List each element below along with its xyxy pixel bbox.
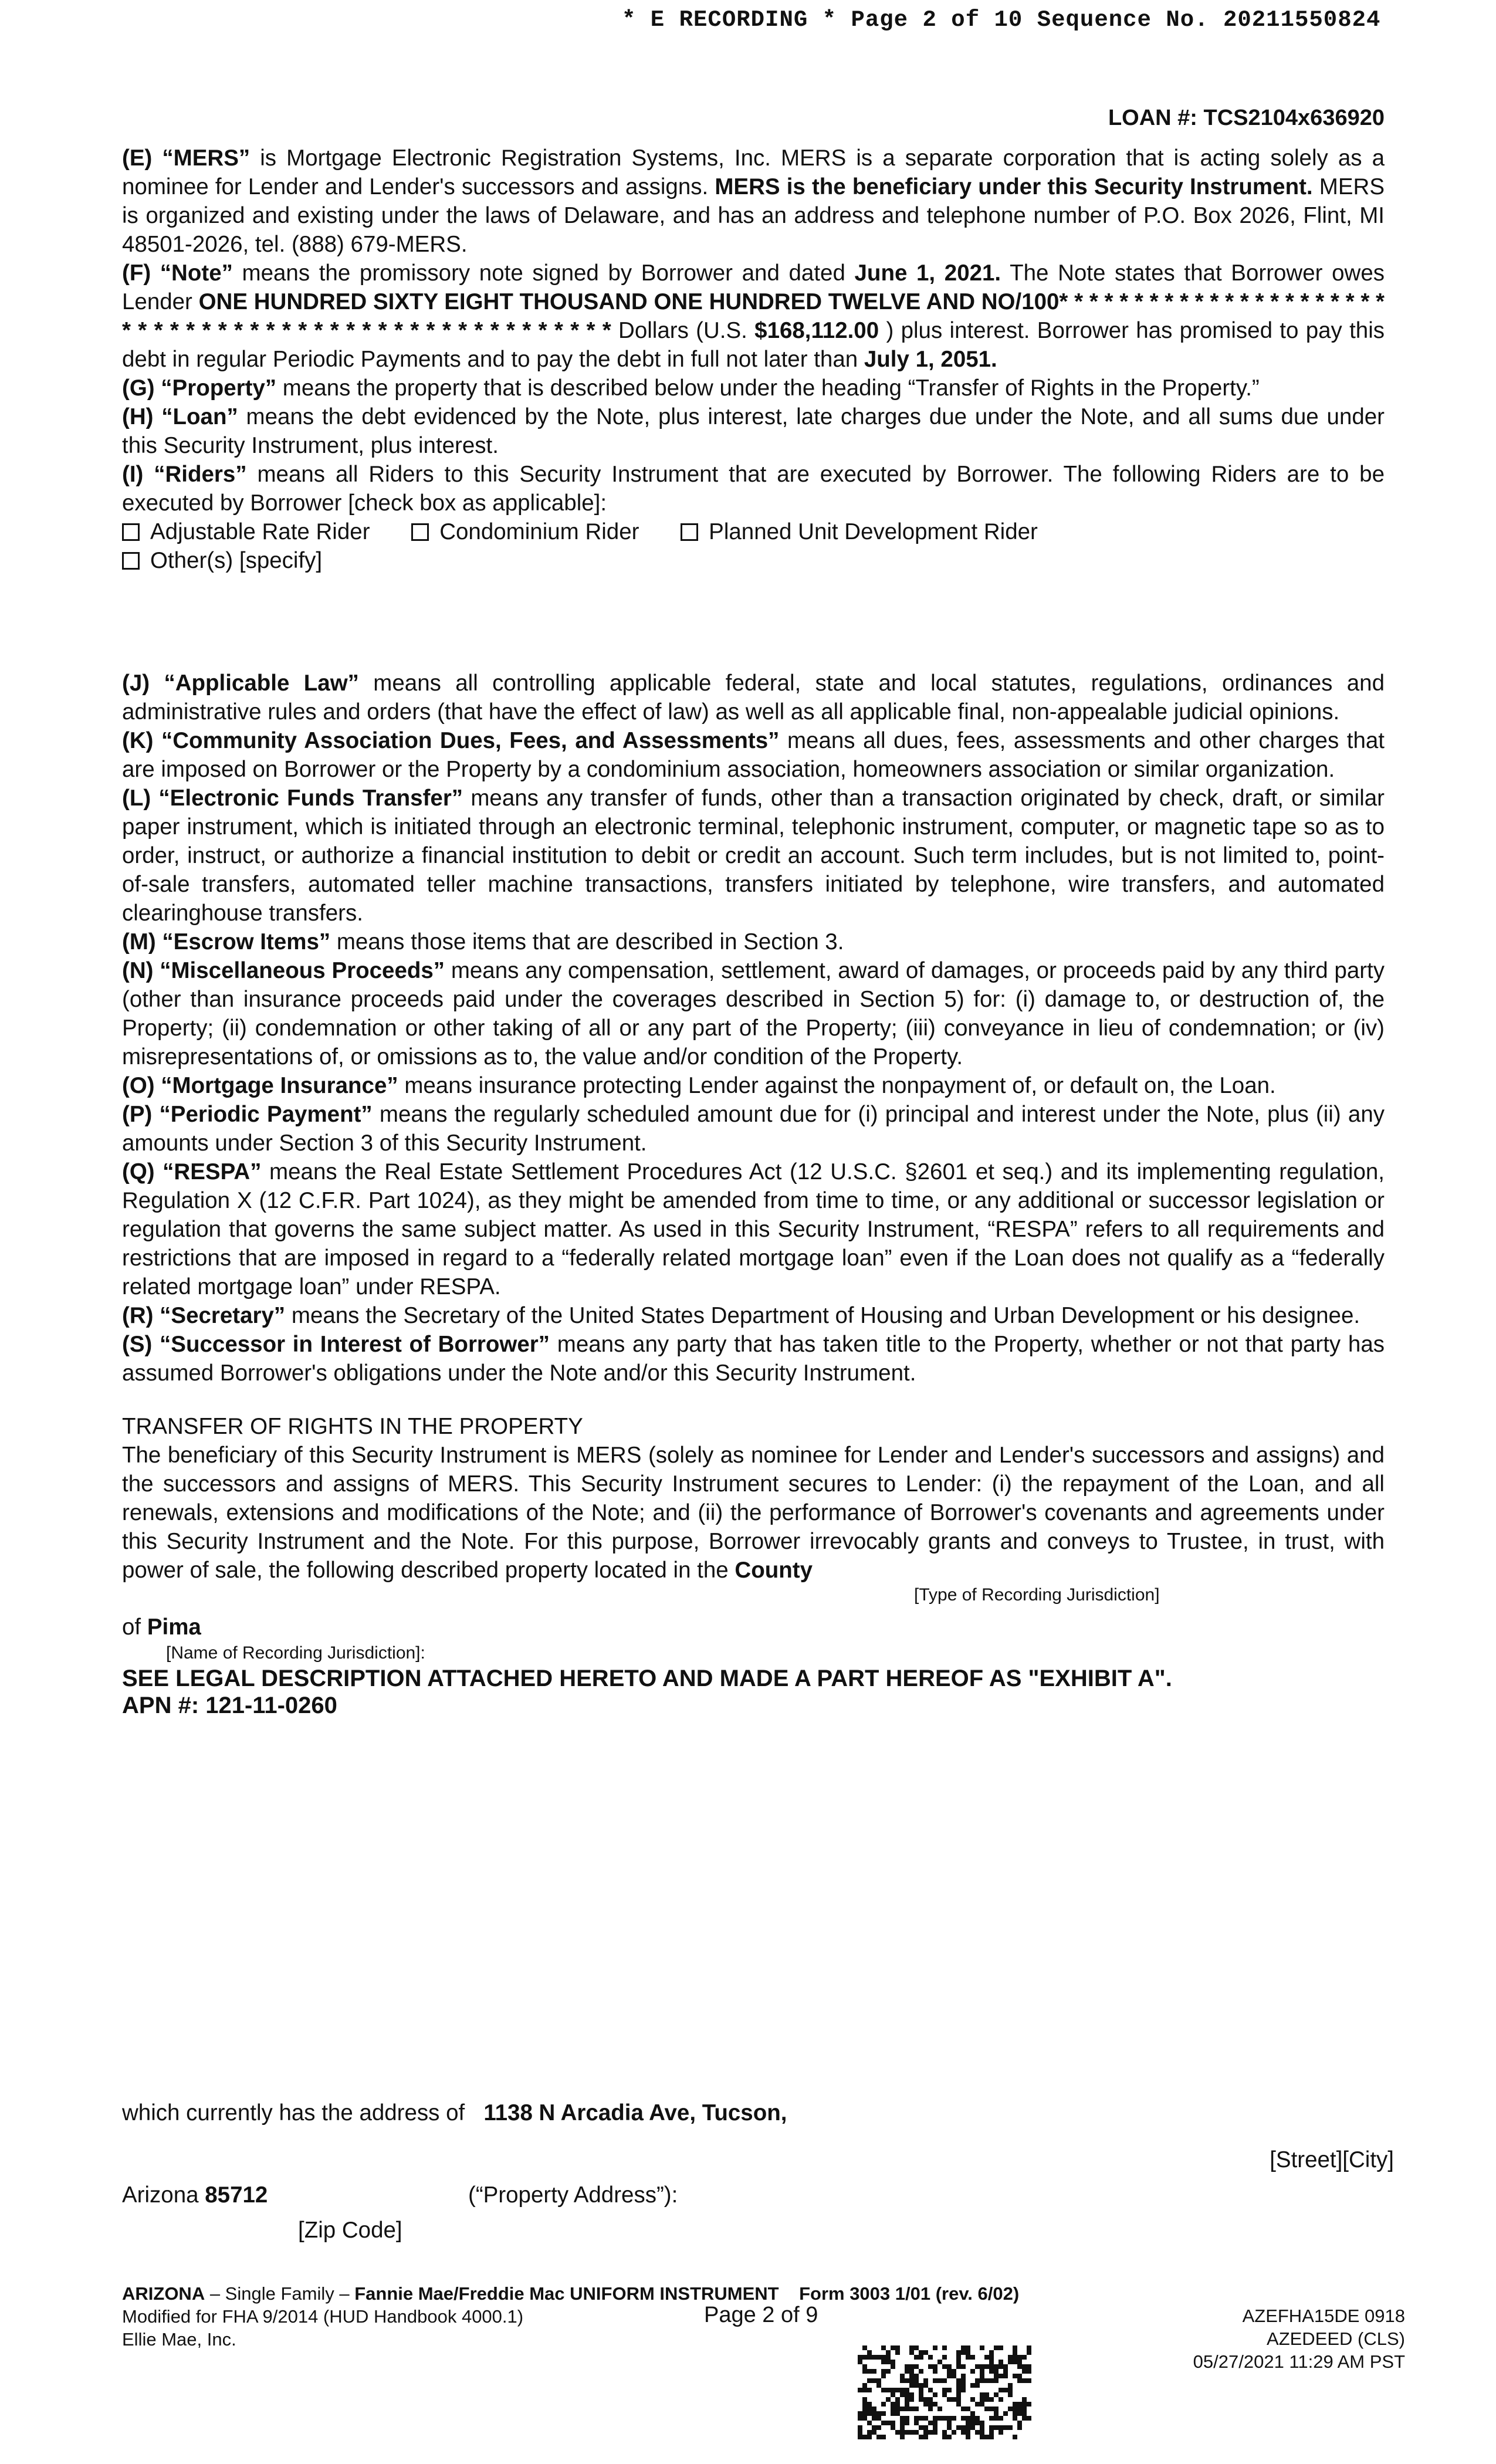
recording-header: * E RECORDING * Page 2 of 10 Sequence No. 20211550824 bbox=[622, 7, 1381, 33]
transfer-heading: TRANSFER OF RIGHTS IN THE PROPERTY bbox=[122, 1414, 583, 1439]
form-footer bbox=[122, 2282, 1019, 2351]
section-e: (E) “MERS” is Mortgage Electronic Registration Systems, Inc. MERS is a separate corporation that is acting solely as a nominee for Lender and Lender's successors and assigns. MERS is the beneficiary under this Security Instrument. MERS is organized and existing under the laws of Delaware, and has an address and telephone number of P.O. Box 2026, Flint, MI 48501-2026, tel. (888) 679-MERS. bbox=[122, 145, 1385, 257]
section-j: (J) “Applicable Law” means all controlling applicable federal, state and local statutes, regulations, ordinances and administrative rules and orders (that have the effect of law) as well as all applicable final, non-appealable judicial opinions. bbox=[122, 671, 1385, 725]
form-code-1: AZEFHA15DE 0918 bbox=[1242, 2306, 1405, 2326]
rider-condominium[interactable]: Condominium Rider bbox=[411, 517, 639, 546]
section-p: (P) “Periodic Payment” means the regularly scheduled amount due for (i) principal and interest under the Note, plus (ii) any amounts under Section 3 of this Security Instrument. bbox=[122, 1102, 1385, 1156]
section-n: (N) “Miscellaneous Proceeds” means any compensation, settlement, award of damages, or proceeds paid by any third party (other than insurance proceeds paid under the coverages described in Section 5) for: (i) damage to, or destruction of, the Property; (ii) condemnation or other taking of all or any part of the Property; (iii) conveyance in lieu of condemnation; or (iv) misrepresentations of, or omissions as to, the value and/or condition of the Property. bbox=[122, 958, 1385, 1069]
section-q: (Q) “RESPA” means the Real Estate Settlement Procedures Act (12 U.S.C. §2601 et seq.) and its implementing regulation, Regulation X (12 C.F.R. Part 1024), as they might be amended from time to time, or any additional or successor legislation or regulation that governs the same subject matter. As used in this Security Instrument, “RESPA” refers to all requirements and restrictions that are imposed in regard to a “federally related mortgage loan” even if the Loan does not qualify as a “federally related mortgage loan” under RESPA. bbox=[122, 1159, 1385, 1299]
rider-other[interactable]: Other(s) [specify] bbox=[122, 546, 322, 575]
zip-code-label: [Zip Code] bbox=[298, 2218, 402, 2243]
footer-line2: Modified for FHA 9/2014 (HUD Handbook 4000.1) bbox=[122, 2306, 524, 2327]
riders-list bbox=[122, 517, 1385, 575]
checkbox-icon[interactable] bbox=[122, 523, 140, 541]
barcode-icon bbox=[858, 2345, 1031, 2439]
apn-number: APN #: 121-11-0260 bbox=[122, 1693, 337, 1718]
page-number: Page 2 of 9 bbox=[704, 2303, 818, 2327]
section-s: (S) “Successor in Interest of Borrower” means any party that has taken title to the Property, whether or not that party has assumed Borrower's obligations under the Note and/or this Security Instrument. bbox=[122, 1332, 1385, 1386]
state-zip-line: Arizona 85712 (“Property Address”): bbox=[122, 2182, 678, 2208]
checkbox-icon[interactable] bbox=[122, 552, 140, 570]
legal-description: SEE LEGAL DESCRIPTION ATTACHED HERETO AND MADE A PART HEREOF AS "EXHIBIT A". bbox=[122, 1666, 1172, 1691]
property-address-label: (“Property Address”): bbox=[468, 2182, 678, 2208]
loan-value: TCS2104x636920 bbox=[1203, 106, 1385, 130]
footer-line3: Ellie Mae, Inc. bbox=[122, 2329, 236, 2350]
form-code-2: AZEDEED (CLS) bbox=[1267, 2328, 1405, 2349]
transfer-text: The beneficiary of this Security Instrument is MERS (solely as nominee for Lender and Lender's successors and assigns) and the successors and assigns of MERS. This Security Instrument secures to Lender: (i) the repayment of the Loan, and all renewals, extensions and modifications of the Note; and (ii) the performance of Borrower's covenants and agreements under this Security Instrument and the Note. For this purpose, Borrower irrevocably grants and conveys to Trustee, in trust, with power of sale, the following described property located in the County bbox=[122, 1443, 1385, 1583]
rider-adjustable[interactable]: Adjustable Rate Rider bbox=[122, 517, 370, 546]
checkbox-icon[interactable] bbox=[411, 523, 429, 541]
section-o: (O) “Mortgage Insurance” means insurance protecting Lender against the nonpayment of, or default on, the Loan. bbox=[122, 1073, 1276, 1098]
street-city-label: [Street][City] bbox=[1270, 2147, 1394, 2172]
section-m: (M) “Escrow Items” means those items that are described in Section 3. bbox=[122, 929, 844, 955]
jurisdiction-line: of Pima bbox=[122, 1615, 201, 1640]
section-f: (F) “Note” means the promissory note signed by Borrower and dated June 1, 2021. The Note states that Borrower owes Lender ONE HUNDRED SIXTY EIGHT THOUSAND ONE HUNDRED TWELVE AND NO/100* * * * * * * * * * * * * * * * * * * * * * * * * * * * * * * * * * * * * * * * * * * * * * * * * * * * * Dollars (U.S. $168,112.00 ) plus interest. Borrower has promised to pay this debt in regular Periodic Payments and to pay the debt in full not later than July 1, 2051. bbox=[122, 260, 1385, 372]
form-timestamp: 05/27/2021 11:29 AM PST bbox=[1193, 2351, 1405, 2372]
section-r: (R) “Secretary” means the Secretary of the United States Department of Housing and Urban Development or his designee. bbox=[122, 1303, 1360, 1328]
jurisdiction-name-label: [Name of Recording Jurisdiction]: bbox=[166, 1643, 425, 1663]
section-k: (K) “Community Association Dues, Fees, and Assessments” means all dues, fees, assessments and other charges that are imposed on Borrower or the Property by a condominium association, homeowners association or similar organization. bbox=[122, 728, 1385, 782]
form-number: Form 3003 1/01 (rev. 6/02) bbox=[799, 2283, 1020, 2304]
definitions-body bbox=[122, 144, 1385, 1719]
section-h: (H) “Loan” means the debt evidenced by the Note, plus interest, late charges due under the Note, and all sums due under this Security Instrument, plus interest. bbox=[122, 404, 1385, 458]
jurisdiction-type-label: [Type of Recording Jurisdiction] bbox=[914, 1585, 1160, 1605]
loan-number bbox=[1108, 106, 1385, 131]
form-codes bbox=[1193, 2304, 1405, 2373]
section-i: (I) “Riders” means all Riders to this Security Instrument that are executed by Borrower. The following Riders are to be executed by Borrower [check box as applicable]: bbox=[122, 462, 1385, 516]
rider-pud[interactable]: Planned Unit Development Rider bbox=[681, 517, 1038, 546]
footer-line1: ARIZONA – Single Family – Fannie Mae/Freddie Mac UNIFORM INSTRUMENT Form 3003 1/01 (rev. 6/02) bbox=[122, 2283, 1020, 2304]
checkbox-icon[interactable] bbox=[681, 523, 698, 541]
address-line: which currently has the address of 1138 N Arcadia Ave, Tucson, bbox=[122, 2100, 787, 2125]
section-g: (G) “Property” means the property that is described below under the heading “Transfer of Rights in the Property.” bbox=[122, 375, 1260, 401]
section-l: (L) “Electronic Funds Transfer” means any transfer of funds, other than a transaction originated by check, draft, or similar paper instrument, which is initiated through an electronic terminal, telephonic instrument, computer, or magnetic tape so as to order, instruct, or authorize a financial institution to debit or credit an account. Such term includes, but is not limited to, point-of-sale transfers, automated teller machine transactions, transfers initiated by telephone, wire transfers, and automated clearinghouse transfers. bbox=[122, 786, 1385, 926]
loan-label: LOAN #: bbox=[1108, 106, 1197, 130]
